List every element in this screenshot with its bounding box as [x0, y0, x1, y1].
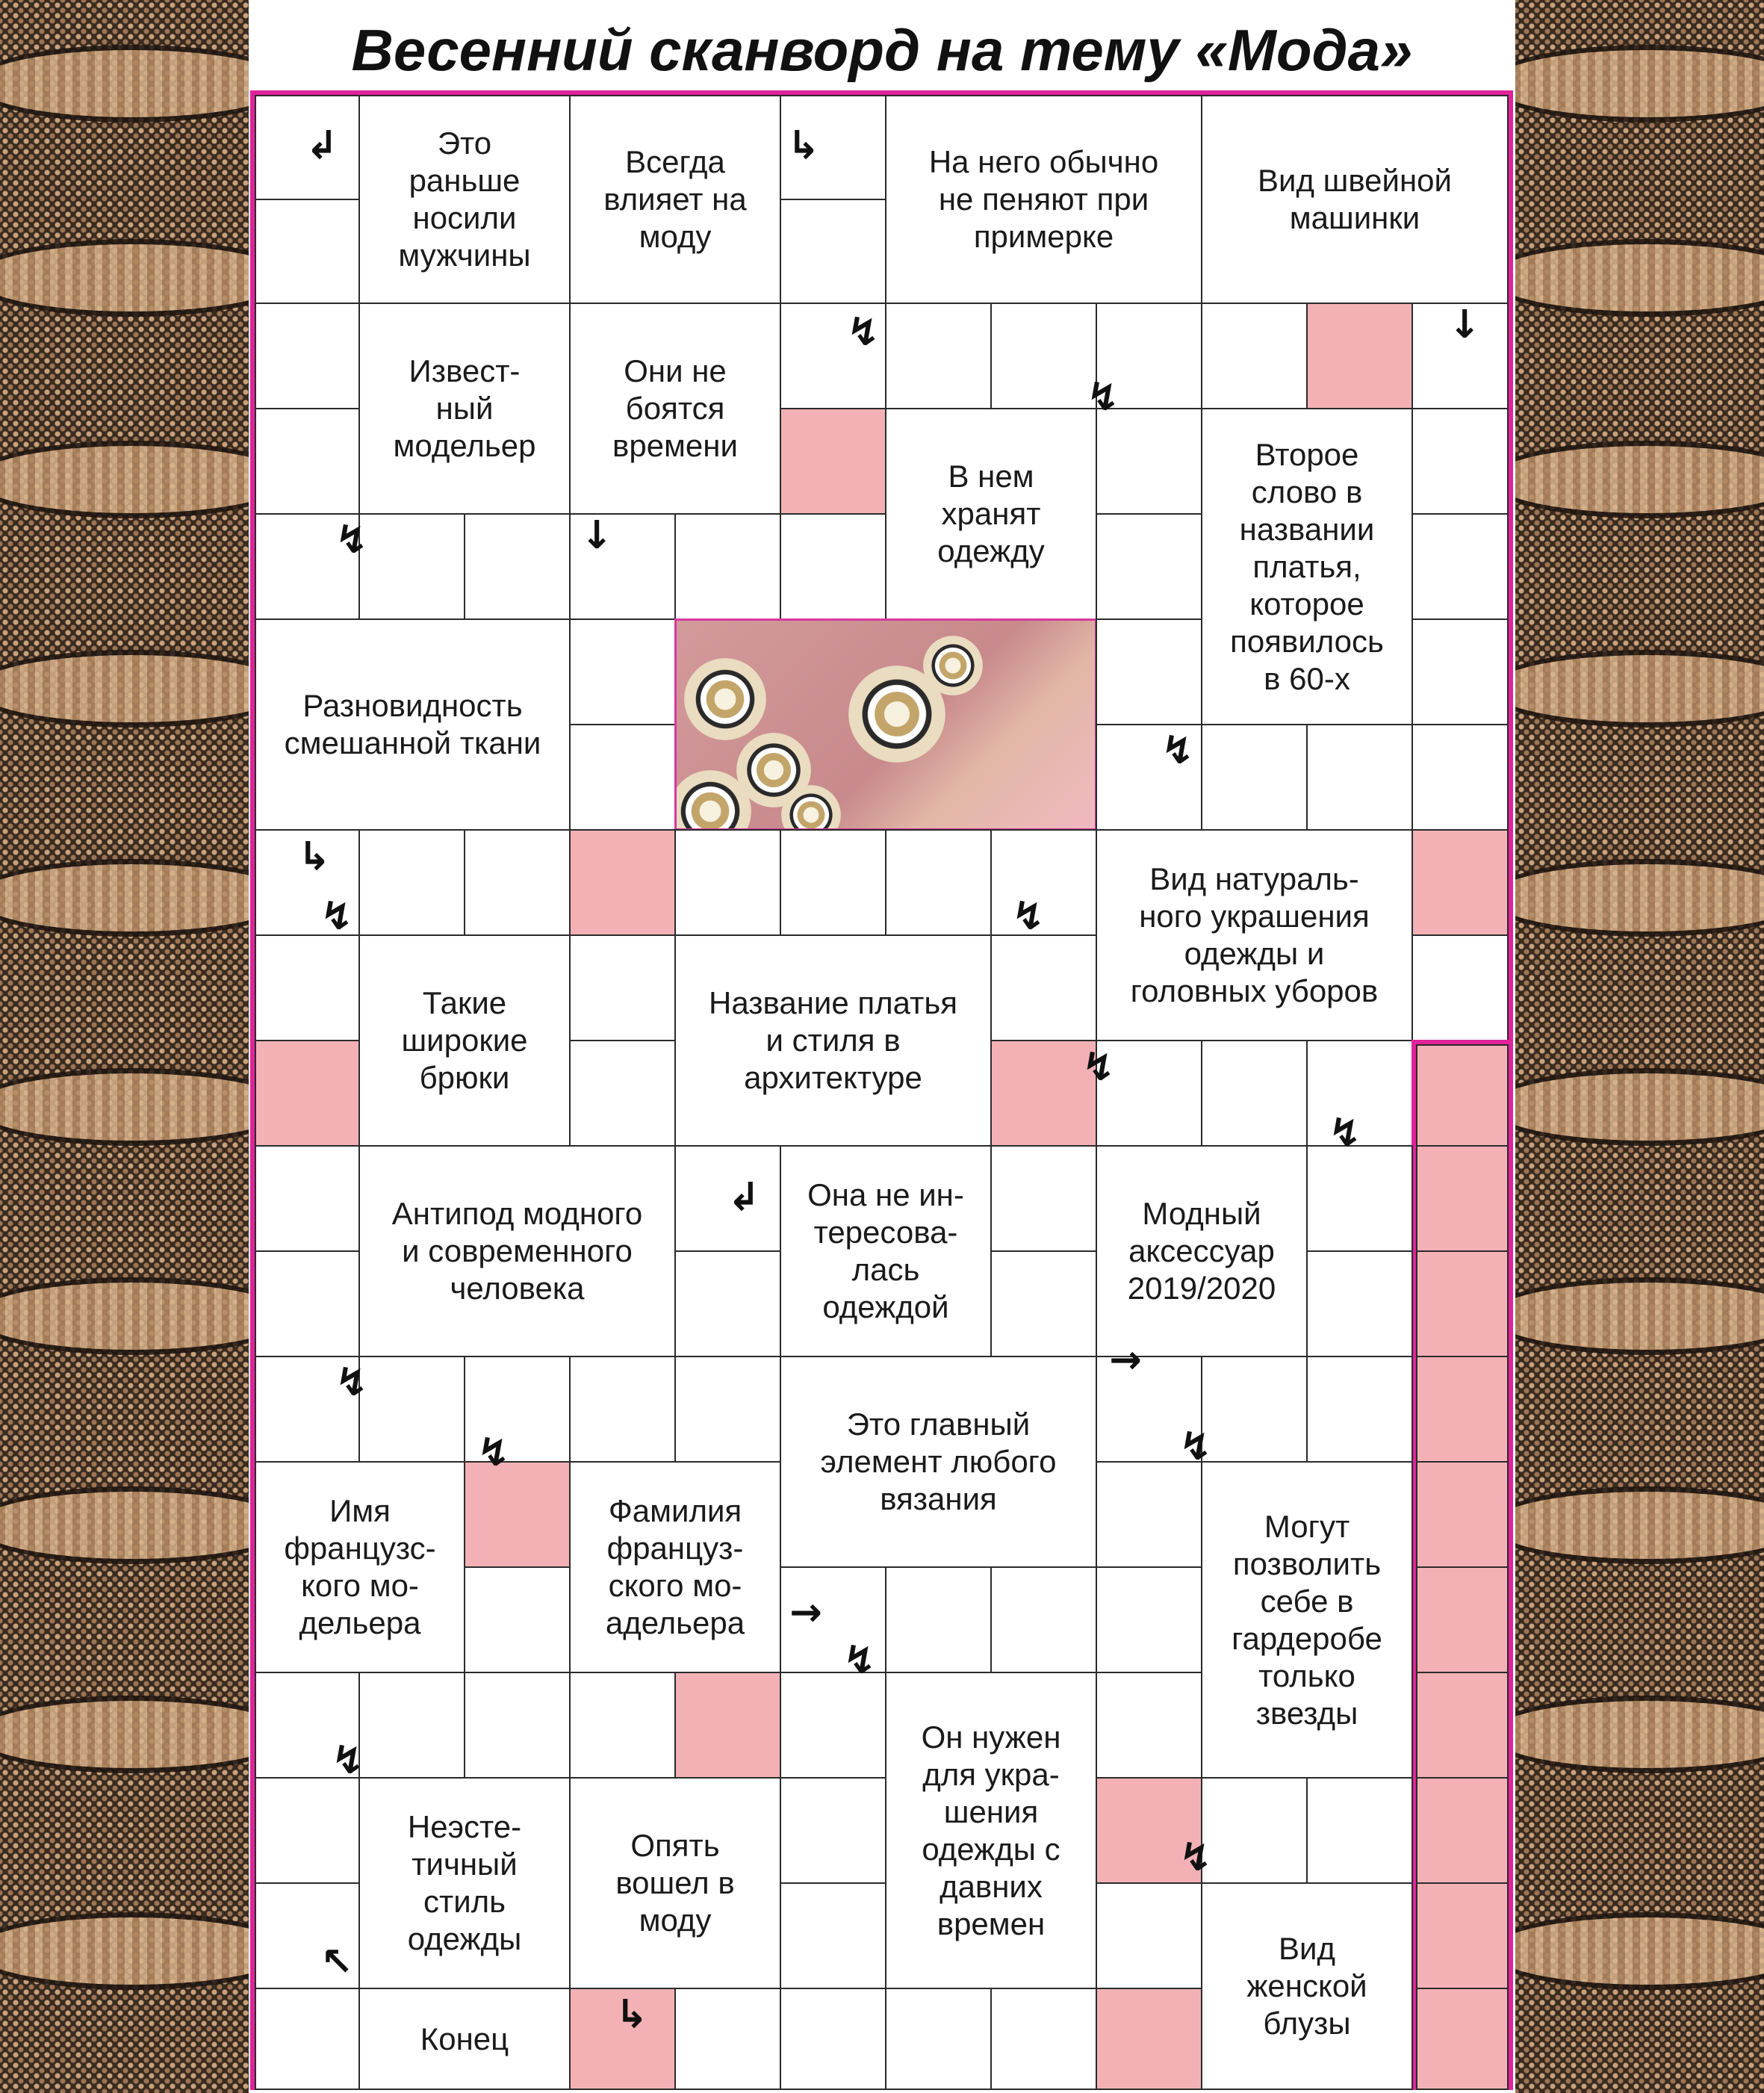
lace-band [0, 650, 249, 728]
lace-band [1515, 1277, 1764, 1355]
lace-background-right [1515, 0, 1764, 2093]
clue-cell: На него обычно не пеняют при примерке [885, 95, 1202, 304]
arrow-right-icon: → [1109, 1338, 1142, 1383]
answer-cell[interactable] [1306, 1145, 1413, 1252]
answer-cell[interactable] [569, 934, 676, 1041]
blocked-cell [1306, 303, 1413, 409]
answer-cell[interactable] [990, 1250, 1097, 1357]
answer-cell[interactable] [464, 1566, 571, 1673]
blocked-cell [1416, 1461, 1509, 1568]
answer-cell[interactable] [358, 1672, 465, 1779]
zigzag-arrow-icon: ↯ [1082, 1045, 1115, 1090]
answer-cell[interactable] [358, 513, 465, 620]
blocked-cell [1416, 1145, 1509, 1252]
answer-cell[interactable] [780, 199, 886, 304]
lace-band [0, 1277, 249, 1355]
answer-cell[interactable] [1306, 724, 1413, 831]
clue-cell: Конец [358, 1988, 571, 2090]
answer-cell[interactable] [1096, 1461, 1202, 1568]
arrow-right-icon: ↳ [615, 1992, 648, 2037]
brooch-decoration [684, 658, 766, 740]
zigzag-arrow-icon: ↯ [1179, 1835, 1212, 1880]
answer-cell[interactable] [569, 1672, 676, 1779]
answer-cell[interactable] [255, 303, 360, 409]
clue-cell: Вид швейной машинки [1201, 95, 1509, 304]
answer-cell[interactable] [1096, 513, 1202, 620]
blocked-cell [569, 829, 676, 936]
zigzag-arrow-icon: ↯ [1329, 1111, 1361, 1156]
brooches-photo [674, 618, 1097, 831]
answer-cell[interactable] [1411, 513, 1509, 620]
lace-band [0, 1068, 249, 1146]
answer-cell[interactable] [1201, 1040, 1308, 1147]
lace-band [1515, 239, 1764, 317]
clue-cell: Это раньше носили мужчины [358, 95, 571, 304]
blocked-cell [1096, 1988, 1202, 2090]
zigzag-arrow-icon: ↯ [1179, 1424, 1212, 1469]
page-title: Весенний сканворд на тему «Мода» [351, 17, 1413, 83]
zigzag-arrow-icon: ↯ [847, 310, 880, 355]
answer-cell[interactable] [1096, 618, 1202, 725]
arrow-down-icon: ↳ [787, 123, 820, 168]
answer-cell[interactable] [255, 199, 360, 304]
lace-band [0, 441, 249, 518]
clue-cell: Вид натураль- ного украшения одежды и головных уборов [1096, 829, 1413, 1041]
clue-cell: Неэсте- тичный стиль одежды [358, 1777, 571, 1989]
lace-band [1515, 1486, 1764, 1564]
blocked-cell [1416, 1882, 1509, 1989]
lace-band [0, 859, 249, 937]
lace-band [0, 1696, 249, 1773]
answer-cell[interactable] [990, 1145, 1097, 1252]
zigzag-arrow-icon: ↯ [335, 1360, 368, 1405]
answer-cell[interactable] [358, 1356, 465, 1463]
zigzag-arrow-icon: ↯ [843, 1638, 876, 1683]
zigzag-arrow-icon: ↯ [332, 1738, 364, 1783]
crossword-grid [250, 90, 1513, 2090]
clue-cell: Она не ин- тересова- лась одеждой [780, 1145, 992, 1357]
arrow-right-icon: ↳ [298, 834, 331, 879]
blocked-cell [1416, 1988, 1509, 2090]
answer-cell[interactable] [1096, 1882, 1202, 1989]
blocked-cell [1416, 1044, 1509, 1147]
blocked-cell [1416, 1356, 1509, 1463]
answer-cell[interactable] [569, 724, 676, 831]
answer-cell[interactable] [464, 829, 571, 936]
answer-cell[interactable] [569, 1356, 676, 1463]
answer-cell[interactable] [1096, 1566, 1202, 1673]
blocked-cell [674, 1672, 781, 1779]
zigzag-arrow-icon: ↯ [320, 894, 353, 939]
answer-cell[interactable] [990, 1566, 1097, 1673]
blocked-cell [1416, 1672, 1509, 1779]
clue-cell: Второе слово в названии платья, которое появилось в 60-х [1201, 408, 1413, 725]
arrow-left-icon: ↲ [727, 1175, 760, 1220]
lace-background-left [0, 0, 249, 2093]
clue-cell: Разновидность смешанной ткани [255, 618, 571, 831]
zigzag-arrow-icon: ↯ [477, 1430, 510, 1475]
blocked-cell [255, 1040, 360, 1147]
lace-band [1515, 441, 1764, 518]
clue-cell: Это главный элемент любого вязания [780, 1356, 1097, 1568]
answer-cell[interactable] [780, 1988, 886, 2090]
clue-cell: Антипод модного и современного человека [358, 1145, 676, 1357]
answer-cell[interactable] [780, 1882, 886, 1989]
answer-cell[interactable] [780, 1672, 886, 1779]
zigzag-arrow-icon: ↯ [1087, 375, 1119, 420]
answer-cell[interactable] [990, 1988, 1097, 2090]
blocked-cell [1416, 1250, 1509, 1357]
lace-band [1515, 1068, 1764, 1146]
answer-cell[interactable] [1306, 1250, 1413, 1357]
arrow-right-icon: → [789, 1590, 822, 1635]
answer-cell[interactable] [1411, 618, 1509, 725]
answer-cell[interactable] [674, 1356, 781, 1463]
answer-cell[interactable] [885, 829, 992, 936]
answer-cell[interactable] [255, 1988, 360, 2090]
blocked-cell [1416, 1566, 1509, 1673]
blocked-cell [1411, 829, 1509, 936]
blocked-cell [464, 1461, 571, 1568]
answer-cell[interactable] [674, 1250, 781, 1357]
lace-band [1515, 1912, 1764, 1990]
answer-cell[interactable] [1306, 1356, 1413, 1463]
lace-band [1515, 650, 1764, 728]
answer-cell[interactable] [1411, 408, 1509, 515]
lace-band [1515, 859, 1764, 937]
answer-cell[interactable] [569, 1040, 676, 1147]
answer-cell[interactable] [358, 829, 465, 936]
lace-band [0, 239, 249, 317]
clue-cell: Он нужен для укра- шения одежды с давних времен [885, 1672, 1097, 1989]
clue-cell: В нем хранят одежду [885, 408, 1097, 620]
arrow-up-left-icon: ↖ [320, 1940, 353, 1985]
answer-cell[interactable] [885, 1566, 992, 1673]
arrow-down-icon: ↓ [580, 513, 613, 558]
clue-cell: Извест- ный модельер [358, 303, 571, 515]
clue-cell: Вид женской блузы [1201, 1882, 1413, 2090]
brooch-decoration [923, 636, 983, 695]
answer-cell[interactable] [1201, 303, 1308, 409]
answer-cell[interactable] [780, 829, 886, 936]
answer-cell[interactable] [255, 1145, 360, 1252]
answer-cell[interactable] [674, 829, 781, 936]
answer-cell[interactable] [255, 408, 360, 515]
answer-cell[interactable] [464, 1672, 571, 1779]
arrow-down-icon: ↲ [305, 123, 338, 168]
zigzag-arrow-icon: ↯ [335, 518, 368, 562]
clue-cell: Могут позволить себе в гардеробе только звезды [1201, 1461, 1413, 1779]
lace-band [1515, 45, 1764, 123]
clue-cell: Они не боятся времени [569, 303, 781, 515]
answer-cell[interactable] [464, 513, 571, 620]
answer-cell[interactable] [1096, 408, 1202, 515]
answer-cell[interactable] [255, 1250, 360, 1357]
blocked-cell [780, 408, 886, 515]
lace-band [0, 1912, 249, 1990]
answer-cell[interactable] [1411, 724, 1509, 831]
clue-cell: Фамилия француз- ского мо- адельера [569, 1461, 781, 1673]
lace-band [1515, 1696, 1764, 1773]
zigzag-arrow-icon: ↯ [1012, 894, 1045, 939]
answer-cell[interactable] [990, 934, 1097, 1041]
clue-cell: Модный аксессуар 2019/2020 [1096, 1145, 1308, 1357]
answer-cell[interactable] [255, 1777, 360, 1884]
clue-cell: Всегда влияет на моду [569, 95, 781, 304]
arrow-down-icon: ↓ [1448, 303, 1481, 347]
answer-cell[interactable] [674, 1988, 781, 2090]
answer-cell[interactable] [674, 513, 781, 620]
answer-cell[interactable] [255, 934, 360, 1041]
answer-cell[interactable] [885, 1988, 992, 2090]
answer-cell[interactable] [780, 1777, 886, 1884]
lace-band [0, 1486, 249, 1564]
clue-cell: Имя французс- кого мо- дельера [255, 1461, 465, 1673]
lace-band [0, 45, 249, 123]
answer-cell[interactable] [885, 303, 992, 409]
answer-cell[interactable] [1306, 1777, 1413, 1884]
clue-cell: Такие широкие брюки [358, 934, 571, 1147]
clue-cell: Название платья и стиля в архитектуре [674, 934, 992, 1147]
zigzag-arrow-icon: ↯ [1161, 728, 1194, 773]
clue-cell: Опять вошел в моду [569, 1777, 781, 1989]
blocked-cell [1416, 1777, 1509, 1884]
answer-cell[interactable] [1201, 724, 1308, 831]
answer-cell[interactable] [569, 618, 676, 725]
answer-cell[interactable] [1411, 934, 1509, 1041]
answer-cell[interactable] [1096, 1672, 1202, 1779]
